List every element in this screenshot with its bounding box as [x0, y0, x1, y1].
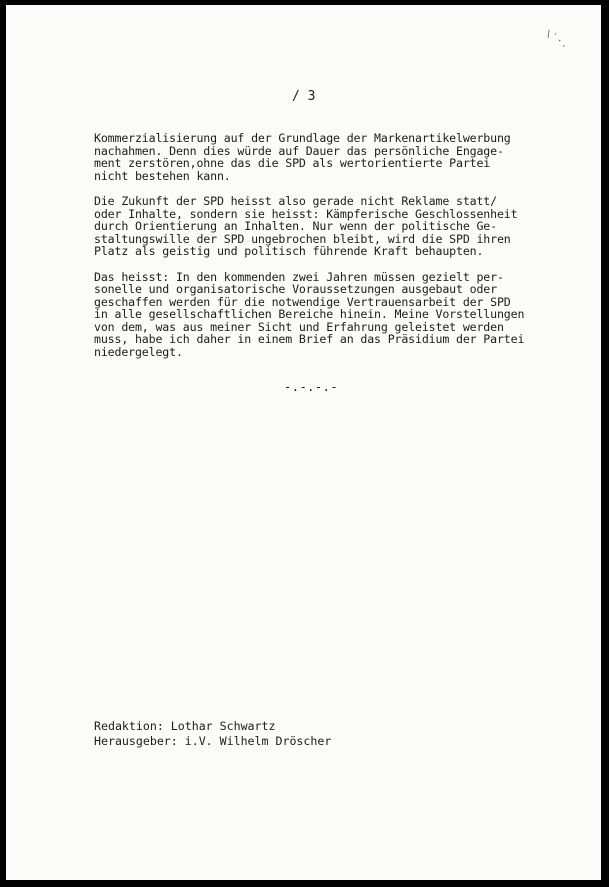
- text-line: Das heisst: In den kommenden zwei Jahren müssen gezielt per-: [94, 269, 504, 284]
- text-line: durch Orientierung an Inhalten. Nur wenn der politische Ge-: [94, 219, 497, 233]
- text-line: von dem, was aus meiner Sicht und Erfahrung geleistet werden: [94, 319, 504, 334]
- body-text: [94, 132, 564, 371]
- text-line: muss, habe ich daher in einem Brief an das Präsidium der Partei: [94, 332, 525, 346]
- page-number: / 3: [292, 89, 316, 104]
- corner-mark: \`·.: [543, 28, 571, 52]
- paragraph-2: [94, 195, 564, 258]
- text-line: Die Zukunft der SPD heisst also gerade nicht Reklame statt/: [94, 194, 497, 208]
- text-line: Kommerzialisierung auf der Grundlage der Markenartikelwerbung: [94, 131, 511, 145]
- text-line: in alle gesellschaftlichen Bereiche hinein. Meine Vorstellungen: [94, 307, 525, 321]
- document-page: [6, 5, 601, 880]
- paragraph-3: [94, 271, 564, 359]
- publisher-line: Herausgeber: i.V. Wilhelm Dröscher: [94, 733, 332, 748]
- editor-line: Redaktion: Lothar Schwartz: [94, 719, 276, 733]
- text-line: nicht bestehen kann.: [94, 168, 231, 183]
- text-line: nachahmen. Denn dies würde auf Dauer das persönliche Engage-: [94, 143, 504, 158]
- text-line: sonelle und organisatorische Voraussetzungen ausgebaut oder: [94, 282, 497, 296]
- text-line: oder Inhalte, sondern sie heisst: Kämpferische Geschlossenheit: [94, 206, 518, 221]
- paragraph-1: [94, 132, 564, 182]
- text-line: ment zerstören,ohne das die SPD als wertorientierte Partei: [94, 156, 491, 170]
- text-line: geschaffen werden für die notwendige Vertrauensarbeit der SPD: [94, 294, 511, 309]
- colophon: [94, 719, 331, 748]
- text-line: niedergelegt.: [94, 344, 183, 359]
- text-line: Platz als geistig und politisch führende Kraft behaupten.: [94, 244, 484, 258]
- section-separator: -.-.-.-: [284, 380, 339, 394]
- text-line: staltungswille der SPD ungebrochen bleibt, wird die SPD ihren: [94, 231, 511, 246]
